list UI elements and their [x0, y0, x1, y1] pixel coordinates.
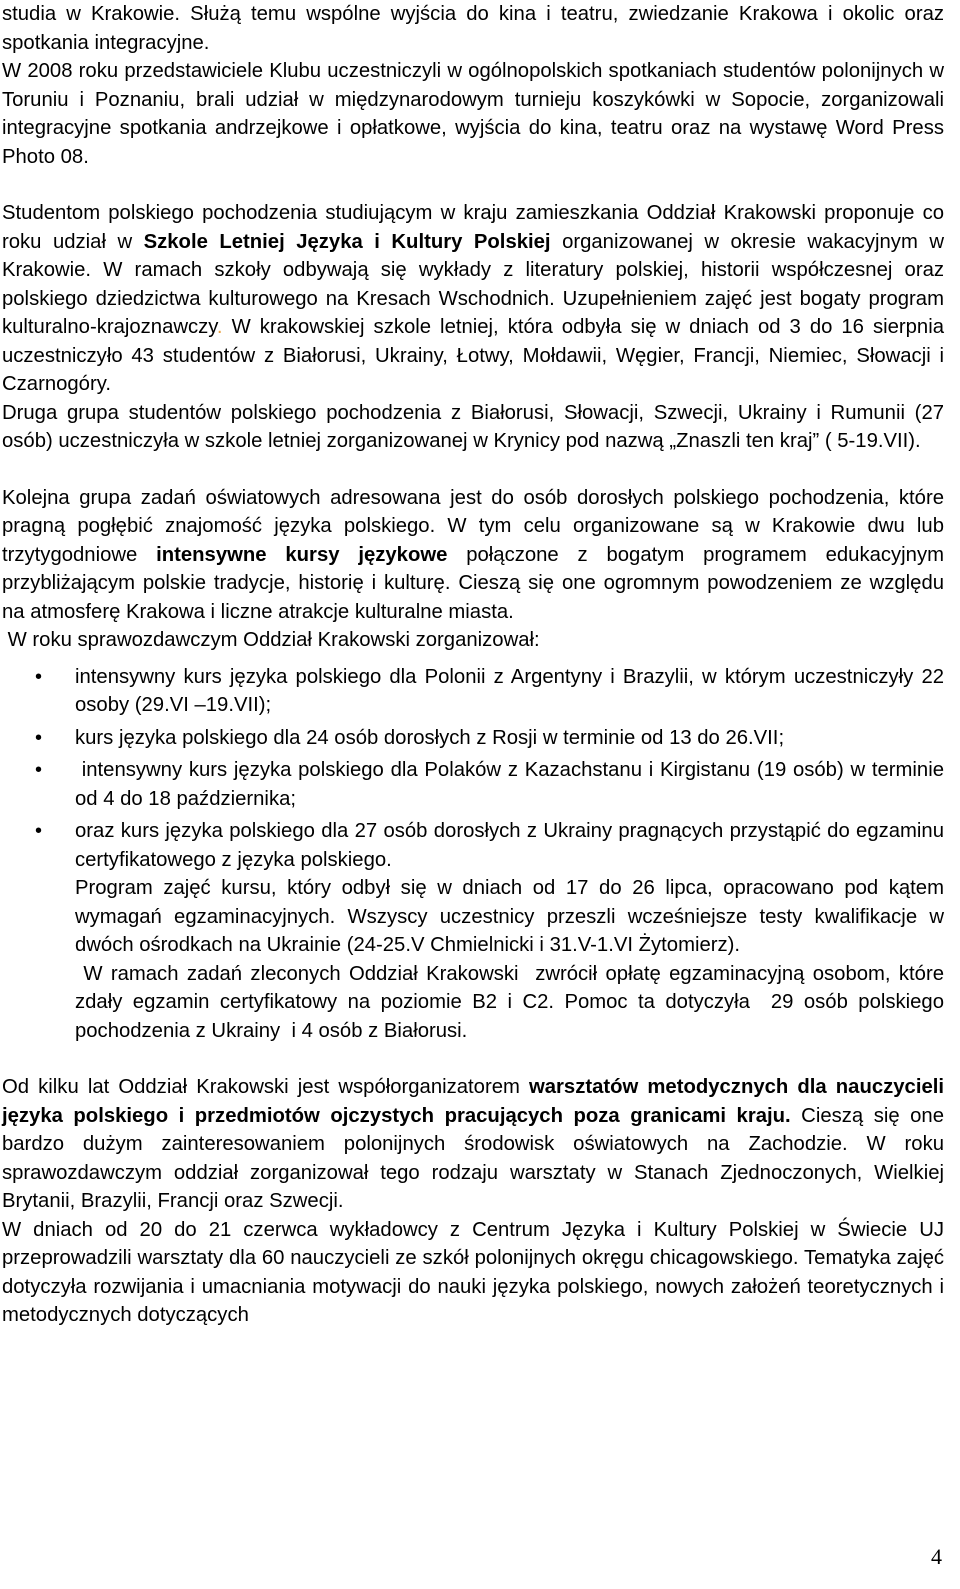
- paragraph-club-2008: W 2008 roku przedstawiciele Klubu uczestniczyli w ogólnopolskich spotkaniach studentów polonijnych w Toruniu i Poznaniu, brali udział w międzynarodowym turnieju koszykówki w Sopocie, zorganizowali integracyjne spotkania andrzejkowe i opłatkowe, wyjścia do kina, teatru oraz na wystawę Word Press Photo 08.: [2, 60, 944, 168]
- paragraph-summer-school: Studentom polskiego pochodzenia studiującym w kraju zamieszkania Oddział Krakowski proponuje co roku udział w Szkole Letniej Języka i Kultury Polskiej organizowanej w okresie wakacyjnym w Krakowie. W ramach szkoły odbywają się wykłady z literatury polskiej, historii współczesnej oraz polskiego dziedzictwa kulturowego na Kresach Wschodnich. Uzupełnieniem zajęć jest bogaty program kulturalno-krajoznawczy. W krakowskiej szkole letniej, która odbyła się w dniach od 3 do 16 sierpnia uczestniczyło 43 studentów z Białorusi, Ukrainy, Łotwy, Mołdawii, Węgier, Francji, Niemiec, Słowacji i Czarnogóry.: [2, 202, 944, 395]
- list-item: • intensywny kurs języka polskiego dla Polaków z Kazachstanu i Kirgistanu (19 osób) w terminie od 4 do 18 października;: [2, 756, 944, 813]
- spacer: [2, 655, 944, 663]
- paragraph-chicago-workshops: W dniach od 20 do 21 czerwca wykładowcy z Centrum Języka i Kultury Polskiej w Świecie UJ przeprowadzili warsztaty dla 60 nauczycieli ze szkół polonijnych okręgu chicagowskiego. Tematyka zajęć dotyczyła rozwijania i umacniania motywacji do nauki języka polskiego, nowych założeń teoretycznych i metodycznych dotyczących: [2, 1218, 944, 1326]
- spacer: [2, 1045, 944, 1073]
- document-page: [2, 0, 950, 1330]
- list-item: • intensywny kurs języka polskiego dla Polonii z Argentyny i Brazylii, w którym uczestniczyły 22 osoby (29.VI –19.VII);: [2, 663, 944, 720]
- paragraph-language-courses: Kolejna grupa zadań oświatowych adresowana jest do osób dorosłych polskiego pochodzenia, które pragną pogłębić znajomość języka polskiego. W tym celu organizowane są w Krakowie dwu lub trzytygodniowe intensywne kursy językowe połączone z bogatym programem edukacyjnym przybliżającym polskie tradycje, historię i kulturę. Cieszą się one ogromnym powodzeniem ze względu na atmosferę Krakowa i liczne atrakcje kulturalne miasta.: [2, 486, 944, 623]
- course-list: [2, 663, 950, 875]
- paragraph-exam-fee: W ramach zadań zleconych Oddział Krakowski zwrócił opłatę egzaminacyjną osobom, które zdały egzamin certyfikatowy na poziomie B2 i C2. Pomoc ta dotyczyła 29 osób polskiego pochodzenia z Ukrainy i 4 osób z Białorusi.: [75, 962, 950, 1042]
- bullet-icon: •: [35, 665, 43, 688]
- list-item: • kurs języka polskiego dla 24 osób dorosłych z Rosji w terminie od 13 do 26.VII;: [2, 724, 944, 753]
- paragraph-year-summary: W roku sprawozdawczym Oddział Krakowski zorganizował:: [2, 629, 540, 651]
- intensive-courses-label: intensywne kursy językowe: [156, 543, 448, 566]
- list-item: • oraz kurs języka polskiego dla 27 osób dorosłych z Ukrainy pragnących przystąpić do egzaminu certyfikatowego z języka polskiego.: [2, 817, 944, 874]
- spacer: [2, 171, 944, 199]
- bullet-icon: •: [35, 726, 43, 749]
- paragraph-intro-continuation: studia w Krakowie. Służą temu wspólne wyjścia do kina i teatru, zwiedzanie Krakowa i okolic oraz spotkania integracyjne.: [2, 3, 944, 54]
- page-number: 4: [931, 1544, 942, 1569]
- workshops-label: warsztatów metodycznych dla nauczycieli języka polskiego i przedmiotów ojczystych pracujących poza granicami kraju.: [2, 1076, 945, 1127]
- bullet-icon: •: [35, 759, 43, 781]
- paragraph-program-details: Program zajęć kursu, który odbył się w dniach od 17 do 26 lipca, opracowano pod kątem wymagań egzaminacyjnych. Wszyscy uczestnicy przeszli wcześniejsze testy kwalifikacje w dwóch ośrodkach na Ukrainie (24-25.V Chmielnicki i 31.V-1.VI Żytomierz).: [75, 877, 944, 956]
- bullet-icon: •: [35, 820, 43, 842]
- spacer: [2, 456, 944, 484]
- summer-school-name: Szkole Letniej Języka i Kultury Polskiej: [143, 230, 551, 253]
- paragraph-second-group: Druga grupa studentów polskiego pochodzenia z Białorusi, Słowacji, Szwecji, Ukrainy i Rumunii (27 osób) uczestniczyła w szkole letniej zorganizowanej w Krynicy pod nazwą „Znaszli ten kraj” ( 5-19.VII).: [2, 401, 944, 452]
- paragraph-workshops: Od kilku lat Oddział Krakowski jest współorganizatorem warsztatów metodycznych dla nauczycieli języka polskiego i przedmiotów ojczystych pracujących poza granicami kraju. Cieszą się one bardzo dużym zainteresowaniem polonijnych środowisk oświatowych na Zachodzie. W roku sprawozdawczym oddział zorganizował tego rodzaju warsztaty w Stanach Zjednoczonych, Wielkiej Brytanii, Brazylii, Francji oraz Szwecji.: [2, 1076, 945, 1212]
